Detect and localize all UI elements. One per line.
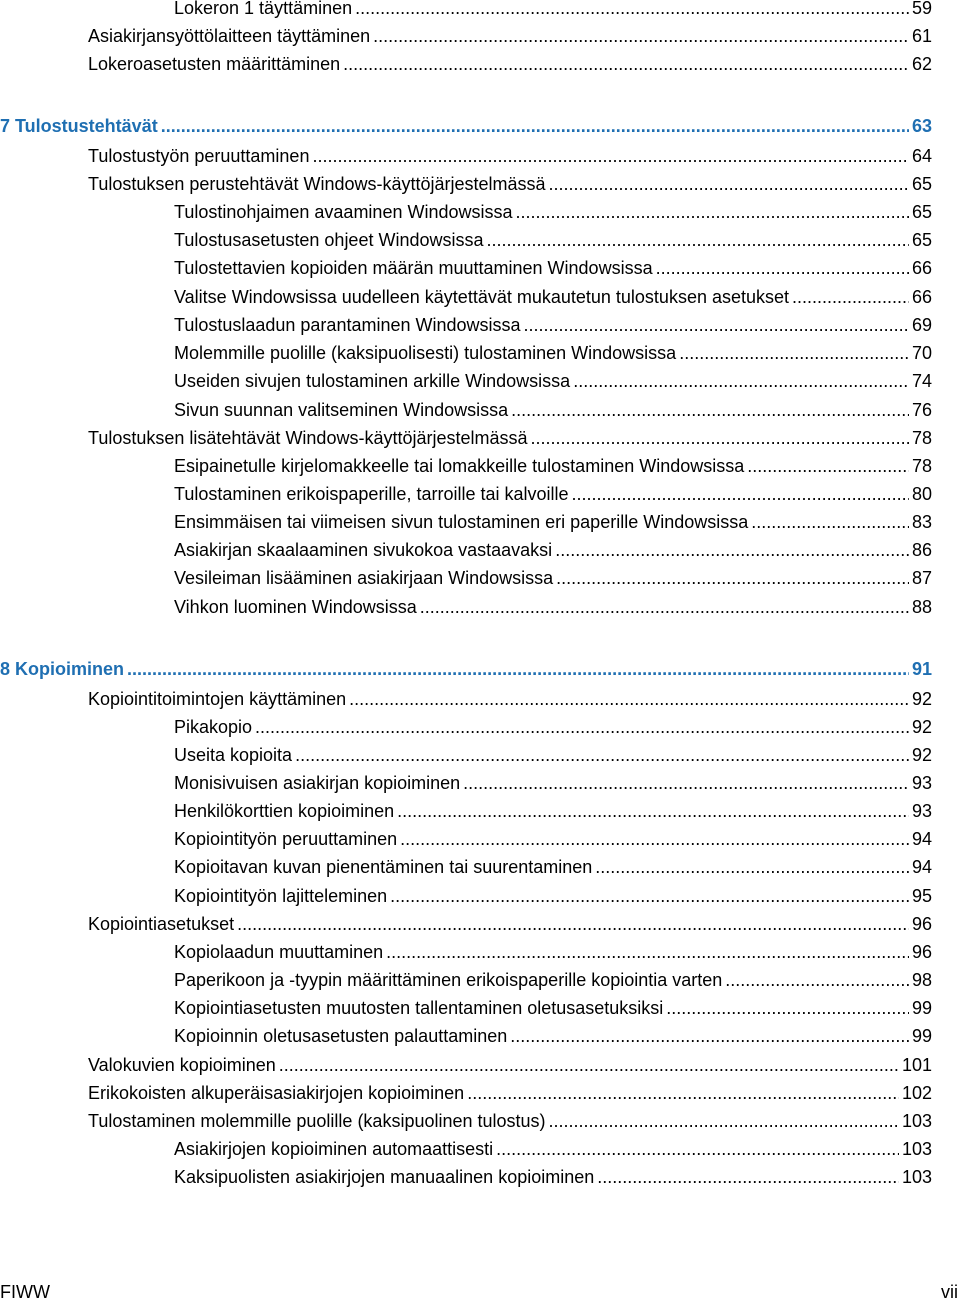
toc-entry-page: 103 (901, 1111, 932, 1131)
toc-entry-title: Asiakirjansyöttölaitteen täyttäminen (88, 26, 371, 46)
toc-entry-page: 96 (911, 914, 932, 934)
toc-entry[interactable] (174, 510, 932, 534)
dot-leader (355, 0, 909, 20)
toc-entry-page: 103 (901, 1167, 932, 1187)
dot-leader (516, 200, 909, 224)
toc-entry-page: 99 (911, 998, 932, 1018)
toc-entry-title: Asiakirjojen kopioiminen automaattisesti (174, 1139, 494, 1159)
toc-entry-title: Kopioitavan kuvan pienentäminen tai suurentaminen (174, 857, 593, 877)
dot-leader (343, 52, 909, 76)
dot-leader (255, 715, 909, 739)
toc-entry-page: 61 (911, 26, 932, 46)
dot-leader (595, 855, 909, 879)
dot-leader (524, 313, 909, 337)
toc-entry-title: Tulostuksen lisätehtävät Windows-käyttöjärjestelmässä (88, 428, 528, 448)
dot-leader (531, 426, 909, 450)
toc-entry[interactable] (88, 687, 932, 711)
toc-entry[interactable] (174, 566, 932, 590)
toc-entry-title: Valokuvien kopioiminen (88, 1055, 276, 1075)
toc-entry-page: 92 (911, 717, 932, 737)
toc-chapter-entry[interactable] (0, 657, 932, 681)
toc-entry-title: Kopiointiasetusten muutosten tallentaminen oletusasetuksiksi (174, 998, 664, 1018)
dot-leader (496, 1137, 899, 1161)
toc-entry-page: 66 (911, 287, 932, 307)
toc-entry[interactable] (174, 1165, 932, 1189)
toc-entry-page: 98 (911, 970, 932, 990)
toc-entry-page: 76 (911, 400, 932, 420)
toc-entry-title: Vihkon luominen Windowsissa (174, 597, 417, 617)
toc-entry-title: Molemmille puolille (kaksipuolisesti) tulostaminen Windowsissa (174, 343, 677, 363)
toc-entry-title: Kopiointiasetukset (88, 914, 235, 934)
toc-entry-title: Tulostusasetusten ohjeet Windowsissa (174, 230, 484, 250)
toc-entry-title: Pikakopio (174, 717, 253, 737)
dot-leader (161, 114, 909, 138)
toc-entry-title: Erikokoisten alkuperäisasiakirjojen kopioiminen (88, 1083, 465, 1103)
dot-leader (510, 1024, 909, 1048)
dot-leader (397, 799, 909, 823)
toc-entry-page: 83 (911, 512, 932, 532)
dot-leader (792, 285, 909, 309)
toc-entry[interactable] (88, 1053, 932, 1077)
dot-leader (666, 996, 909, 1020)
toc-entry[interactable] (88, 1081, 932, 1105)
toc-entry[interactable] (174, 454, 932, 478)
toc-entry[interactable] (174, 743, 932, 767)
toc-entry[interactable] (174, 1024, 932, 1048)
toc-entry-page: 92 (911, 689, 932, 709)
toc-entry-page: 78 (911, 428, 932, 448)
toc-entry[interactable] (88, 1109, 932, 1133)
toc-entry-page: 65 (911, 202, 932, 222)
toc-entry-title: Tulostinohjaimen avaaminen Windowsissa (174, 202, 513, 222)
toc-entry[interactable] (174, 996, 932, 1020)
dot-leader (349, 687, 909, 711)
toc-entry-title: Sivun suunnan valitseminen Windowsissa (174, 400, 509, 420)
toc-entry-page: 86 (911, 540, 932, 560)
dot-leader (656, 256, 909, 280)
dot-leader (279, 1053, 899, 1077)
toc-entry-title: Tulostettavien kopioiden määrän muuttaminen Windowsissa (174, 258, 653, 278)
toc-entry[interactable] (88, 52, 932, 76)
toc-entry-page: 88 (911, 597, 932, 617)
toc-entry[interactable] (174, 341, 932, 365)
toc-entry[interactable] (88, 144, 932, 168)
dot-leader (420, 595, 909, 619)
toc-entry[interactable] (174, 285, 932, 309)
dot-leader (467, 1081, 899, 1105)
toc-entry-page: 92 (911, 745, 932, 765)
dot-leader (463, 771, 909, 795)
toc-entry-page: 93 (911, 801, 932, 821)
toc-entry-title: Useita kopioita (174, 745, 293, 765)
toc-entry-page: 70 (911, 343, 932, 363)
toc-entry[interactable] (174, 940, 932, 964)
toc-entry-page: 99 (911, 1026, 932, 1046)
toc-entry-title: Kopiolaadun muuttaminen (174, 942, 384, 962)
dot-leader (295, 743, 909, 767)
toc-entry[interactable] (88, 912, 932, 936)
toc-entry[interactable] (174, 595, 932, 619)
toc-entry-title: 7 Tulostustehtävät (0, 116, 158, 136)
toc-entry-title: Tulostustyön peruuttaminen (88, 146, 310, 166)
dot-leader (556, 566, 909, 590)
toc-entry[interactable] (88, 172, 932, 196)
toc-entry[interactable] (174, 200, 932, 224)
dot-leader (572, 482, 909, 506)
toc-entry[interactable] (174, 398, 932, 422)
toc-entry-page: 95 (911, 886, 932, 906)
toc-entry-title: Tulostuslaadun parantaminen Windowsissa (174, 315, 521, 335)
toc-entry-title: Esipainetulle kirjelomakkeelle tai lomakkeille tulostaminen Windowsissa (174, 456, 745, 476)
toc-entry-title: Henkilökorttien kopioiminen (174, 801, 395, 821)
toc-entry[interactable] (174, 799, 932, 823)
toc-entry[interactable] (88, 24, 932, 48)
toc-entry-title: Lokeroasetusten määrittäminen (88, 54, 341, 74)
toc-entry-title: Kopiointitoimintojen käyttäminen (88, 689, 347, 709)
toc-entry-page: 103 (901, 1139, 932, 1159)
toc-entry-page: 87 (911, 568, 932, 588)
dot-leader (725, 968, 909, 992)
toc-entry-title: Vesileiman lisääminen asiakirjaan Windowsissa (174, 568, 554, 588)
toc-entry[interactable] (174, 855, 932, 879)
dot-leader (390, 884, 909, 908)
dot-leader (373, 24, 909, 48)
toc-entry-page: 94 (911, 829, 932, 849)
page-number: vii (941, 1282, 958, 1302)
toc-entry-page: 65 (911, 230, 932, 250)
toc-entry-page: 64 (911, 146, 932, 166)
dot-leader (549, 1109, 899, 1133)
toc-entry-page: 65 (911, 174, 932, 194)
toc-entry-page: 94 (911, 857, 932, 877)
toc-entry[interactable] (174, 369, 932, 393)
toc-entry-title: Valitse Windowsissa uudelleen käytettävät mukautetun tulostuksen asetukset (174, 287, 790, 307)
toc-entry-page: 91 (911, 659, 932, 679)
toc-entry-page: 63 (911, 116, 932, 136)
dot-leader (511, 398, 909, 422)
toc-entry[interactable] (174, 482, 932, 506)
toc-entry[interactable] (174, 0, 932, 20)
toc-entry-title: Kopiointityön peruuttaminen (174, 829, 398, 849)
toc-entry[interactable] (88, 426, 932, 450)
dot-leader (487, 228, 909, 252)
dot-leader (747, 454, 909, 478)
toc-entry-page: 69 (911, 315, 932, 335)
dot-leader (386, 940, 909, 964)
toc-entry-page: 101 (901, 1055, 932, 1075)
dot-leader (573, 369, 909, 393)
dot-leader (555, 538, 909, 562)
dot-leader (597, 1165, 899, 1189)
toc-entry[interactable] (174, 827, 932, 851)
toc-entry[interactable] (174, 256, 932, 280)
toc-entry-page: 66 (911, 258, 932, 278)
dot-leader (312, 144, 909, 168)
toc-entry-title: Ensimmäisen tai viimeisen sivun tulostaminen eri paperille Windowsissa (174, 512, 749, 532)
toc-entry-page: 74 (911, 371, 932, 391)
toc-entry-title: Lokeron 1 täyttäminen (174, 0, 353, 18)
toc-entry[interactable] (174, 884, 932, 908)
dot-leader (751, 510, 909, 534)
toc-entry-page: 78 (911, 456, 932, 476)
toc-entry-title: Tulostuksen perustehtävät Windows-käyttöjärjestelmässä (88, 174, 546, 194)
toc-entry-page: 80 (911, 484, 932, 504)
toc-entry[interactable] (174, 228, 932, 252)
toc-entry-title: Paperikoon ja -tyypin määrittäminen erikoispaperille kopiointia varten (174, 970, 723, 990)
dot-leader (549, 172, 909, 196)
toc-entry-title: Kopioinnin oletusasetusten palauttaminen (174, 1026, 508, 1046)
toc-entry[interactable] (174, 313, 932, 337)
toc-entry-page: 59 (911, 0, 932, 18)
toc-entry-page: 62 (911, 54, 932, 74)
footer-label: FIWW (0, 1282, 50, 1302)
toc-entry-page: 93 (911, 773, 932, 793)
dot-leader (127, 657, 909, 681)
toc-entry-title: Useiden sivujen tulostaminen arkille Windowsissa (174, 371, 571, 391)
toc-entry-page: 102 (901, 1083, 932, 1103)
toc-entry-title: 8 Kopioiminen (0, 659, 125, 679)
dot-leader (400, 827, 909, 851)
toc-entry[interactable] (174, 771, 932, 795)
toc-entry-title: Kopiointityön lajitteleminen (174, 886, 388, 906)
toc-entry-title: Tulostaminen molemmille puolille (kaksipuolinen tulostus) (88, 1111, 546, 1131)
toc-entry[interactable] (174, 968, 932, 992)
toc-entry-title: Kaksipuolisten asiakirjojen manuaalinen kopioiminen (174, 1167, 595, 1187)
toc-entry-title: Tulostaminen erikoispaperille, tarroille tai kalvoille (174, 484, 569, 504)
toc-entry[interactable] (174, 1137, 932, 1161)
toc-entry-title: Monisivuisen asiakirjan kopioiminen (174, 773, 461, 793)
dot-leader (679, 341, 909, 365)
toc-chapter-entry[interactable] (0, 114, 932, 138)
toc-entry[interactable] (174, 715, 932, 739)
toc-entry[interactable] (174, 538, 932, 562)
dot-leader (237, 912, 909, 936)
toc-entry-page: 96 (911, 942, 932, 962)
toc-entry-title: Asiakirjan skaalaaminen sivukokoa vastaavaksi (174, 540, 553, 560)
